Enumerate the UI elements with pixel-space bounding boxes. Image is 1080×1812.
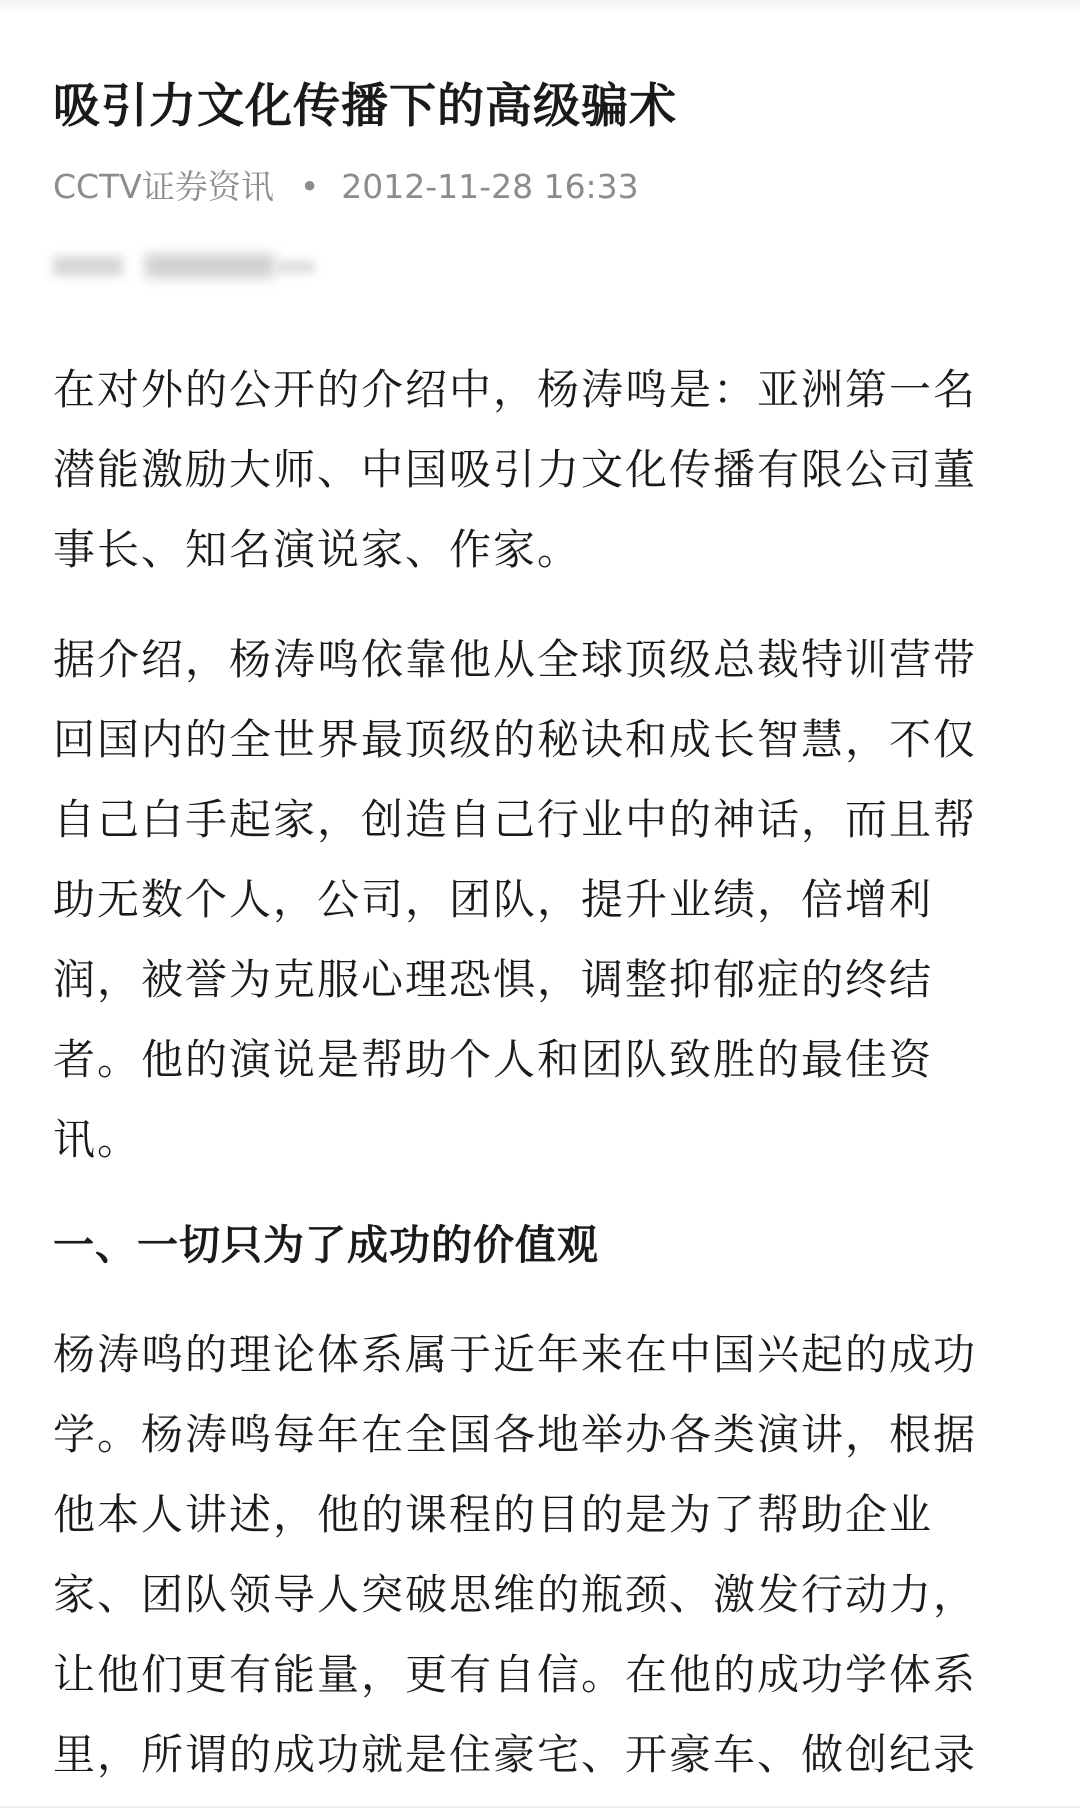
article-source[interactable]: CCTV证券资讯 [53, 167, 274, 206]
paragraph-line: 他本人讲述，他的课程的目的是为了帮助企业 [53, 1490, 934, 1539]
section-heading: 一、一切只为了成功的价值观 [53, 1221, 599, 1269]
blurred-author-info [53, 250, 315, 282]
paragraph-line: 里，所谓的成功就是住豪宅、开豪车、做创纪录 [53, 1730, 978, 1779]
article-datetime: 2012-11-28 16:33 [341, 167, 639, 206]
paragraph-line: 自己白手起家，创造自己行业中的神话，而且帮 [53, 795, 978, 844]
paragraph-line: 学。杨涛鸣每年在全国各地举办各类演讲，根据 [53, 1410, 978, 1459]
article-paragraph-2 [53, 620, 1033, 1180]
paragraph-line: 事长、知名演说家、作家。 [53, 525, 582, 574]
paragraph-line: 据介绍，杨涛鸣依靠他从全球顶级总裁特训营带 [53, 635, 978, 684]
article-title: 吸引力文化传播下的高级骗术 [53, 79, 677, 134]
paragraph-line: 润，被誉为克服心理恐惧，调整抑郁症的终结 [53, 955, 934, 1004]
paragraph-line: 者。他的演说是帮助个人和团队致胜的最佳资 [53, 1035, 934, 1084]
article-meta [53, 165, 639, 209]
paragraph-line: 让他们更有能量，更有自信。在他的成功学体系 [53, 1650, 978, 1699]
paragraph-line: 助无数个人，公司，团队，提升业绩，倍增利 [53, 875, 934, 924]
paragraph-line: 家、团队领导人突破思维的瓶颈、激发行动力， [53, 1570, 978, 1619]
paragraph-line: 回国内的全世界最顶级的秘诀和成长智慧，不仅 [53, 715, 978, 764]
paragraph-line: 讯。 [53, 1115, 142, 1164]
paragraph-line: 杨涛鸣的理论体系属于近年来在中国兴起的成功 [53, 1330, 978, 1379]
article-paragraph-3 [53, 1315, 1033, 1795]
top-fade [0, 0, 1080, 14]
meta-separator: • [299, 167, 320, 206]
bottom-divider [0, 1806, 1080, 1808]
article-paragraph-1 [53, 350, 1033, 590]
paragraph-line: 在对外的公开的介绍中，杨涛鸣是：亚洲第一名 [53, 365, 978, 414]
paragraph-line: 潜能激励大师、中国吸引力文化传播有限公司董 [53, 445, 978, 494]
